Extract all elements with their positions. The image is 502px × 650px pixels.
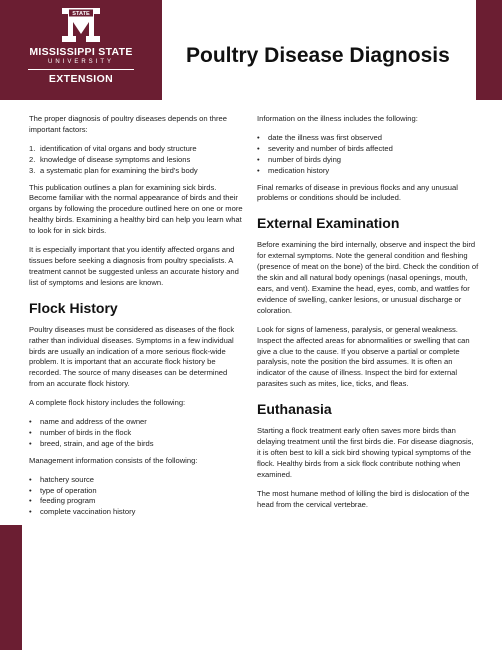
logo-extension-label: EXTENSION bbox=[48, 73, 114, 85]
left-column bbox=[29, 114, 243, 524]
header-corner-block bbox=[476, 0, 502, 100]
list-item bbox=[29, 507, 243, 518]
bullet-icon: • bbox=[29, 474, 32, 484]
management-intro: Management information consists of the following: bbox=[29, 455, 198, 465]
msu-m-shield-icon bbox=[60, 6, 102, 44]
list-item-text: date the illness was first observed bbox=[268, 132, 382, 142]
bullet-icon: • bbox=[257, 165, 260, 175]
list-item bbox=[29, 166, 243, 177]
list-number: 2. bbox=[29, 154, 36, 164]
section-heading-euthanasia: Euthanasia bbox=[257, 401, 332, 418]
illness-list bbox=[257, 133, 479, 177]
management-list bbox=[29, 475, 243, 519]
bullet-icon: • bbox=[29, 507, 32, 517]
bullet-icon: • bbox=[257, 154, 260, 164]
list-item-text: hatchery source bbox=[40, 474, 95, 484]
logo-university-name: MISSISSIPPI STATE bbox=[29, 46, 133, 58]
list-item-text: complete vaccination history bbox=[40, 507, 136, 517]
list-item-text: type of operation bbox=[40, 485, 97, 495]
msu-extension-logo bbox=[0, 0, 162, 100]
list-item-text: name and address of the owner bbox=[40, 417, 147, 427]
list-item-text: feeding program bbox=[40, 496, 96, 506]
list-number: 1. bbox=[29, 143, 36, 153]
list-item-text: knowledge of disease symptoms and lesions bbox=[40, 154, 191, 164]
footer-side-bar bbox=[0, 525, 22, 650]
list-item bbox=[257, 144, 479, 155]
intro-paragraph: The proper diagnosis of poultry diseases depends on three important factors: bbox=[29, 114, 227, 134]
page-title: Poultry Disease Diagnosis bbox=[186, 44, 450, 67]
body-paragraph: It is especially important that you identify affected organs and tissues before seeking a diagnosis from poultry specialists. A treatment cannot be suggested unless an accurate history and list of symptoms and lesions are known. bbox=[29, 245, 239, 287]
bullet-icon: • bbox=[29, 438, 32, 448]
list-item bbox=[257, 166, 479, 177]
body-paragraph: The most humane method of killing the bird is dislocation of the head from the cervical vertebrae. bbox=[257, 488, 470, 509]
list-item bbox=[29, 155, 243, 166]
bullet-icon: • bbox=[29, 485, 32, 495]
list-item-text: breed, strain, and age of the birds bbox=[40, 438, 154, 448]
list-item bbox=[29, 417, 243, 428]
body-paragraph: Look for signs of lameness, paralysis, or general weakness. Inspect the affected areas for abnormalities or swelling that can give a clue to the cause. If you observe a partial or complete paralysis, note the position the bird assumes. It is often an indicator of the cause of illness. Inspect the bird for external parasites such as mites, lice, ticks, and fleas. bbox=[257, 324, 470, 389]
list-item bbox=[29, 486, 243, 497]
body-paragraph: This publication outlines a plan for examining sick birds. Become familiar with the normal appearance of birds and their organs by following the procedure outlined here on one or more healthy birds. Examining a healthy bird can help you learn what to look for in sick birds. bbox=[29, 182, 243, 236]
logo-mark-text: STATE bbox=[72, 11, 90, 18]
bullet-icon: • bbox=[29, 496, 32, 506]
list-item bbox=[29, 496, 243, 507]
list-item-text: number of birds dying bbox=[268, 154, 342, 164]
list-item-text: severity and number of birds affected bbox=[268, 143, 393, 153]
final-remarks: Final remarks of disease in previous flocks and any unusual problems or conditions should be included. bbox=[257, 182, 458, 203]
list-item-text: a systematic plan for examining the bird’s body bbox=[40, 165, 198, 175]
list-item bbox=[29, 428, 243, 439]
history-list bbox=[29, 417, 243, 450]
bullet-icon: • bbox=[257, 132, 260, 142]
right-column bbox=[257, 114, 479, 518]
list-item bbox=[29, 144, 243, 155]
history-intro: A complete flock history includes the following: bbox=[29, 398, 186, 408]
list-item-text: identification of vital organs and body structure bbox=[40, 143, 197, 153]
list-item-text: medication history bbox=[268, 165, 330, 175]
factors-list bbox=[29, 144, 243, 177]
section-heading-flock-history: Flock History bbox=[29, 299, 118, 316]
list-item bbox=[29, 439, 243, 450]
list-item-text: number of birds in the flock bbox=[40, 427, 132, 437]
illness-intro: Information on the illness includes the following: bbox=[257, 114, 418, 123]
list-item bbox=[257, 133, 479, 144]
logo-divider bbox=[28, 69, 134, 70]
list-number: 3. bbox=[29, 165, 36, 175]
list-item bbox=[257, 155, 479, 166]
bullet-icon: • bbox=[29, 417, 32, 427]
body-paragraph: Before examining the bird internally, observe and inspect the bird for external symptoms. Note the general condition and fleshing (presence of meat on the bone) of the bird. Check the condition of the skin and all natural body openings (nasal openings, mouth, ears, and vent). Examine the head, eyes, comb, and wattles for evidence of swelling, canker lesions, or unusual discharge or coloration. bbox=[257, 240, 479, 315]
body-paragraph: Poultry diseases must be considered as diseases of the flock rather than individual diseases. Symptoms in a few individual birds are usually an indication of a more serious flock-wide problem. It is important that an accurate flock history be recorded. The source of many diseases can be determined from an accurate flock history. bbox=[29, 324, 235, 389]
bullet-icon: • bbox=[257, 143, 260, 153]
section-heading-external-examination: External Examination bbox=[257, 215, 400, 232]
list-item bbox=[29, 475, 243, 486]
body-paragraph: Starting a flock treatment early often saves more birds than delaying treatment until the first birds die. For disease diagnosis, it is often best to kill a sick bird showing typical symptoms of the flock. Healthy birds from a sick flock contribute nothing when examined. bbox=[257, 426, 474, 479]
bullet-icon: • bbox=[29, 427, 32, 437]
logo-university-label: UNIVERSITY bbox=[47, 59, 114, 65]
